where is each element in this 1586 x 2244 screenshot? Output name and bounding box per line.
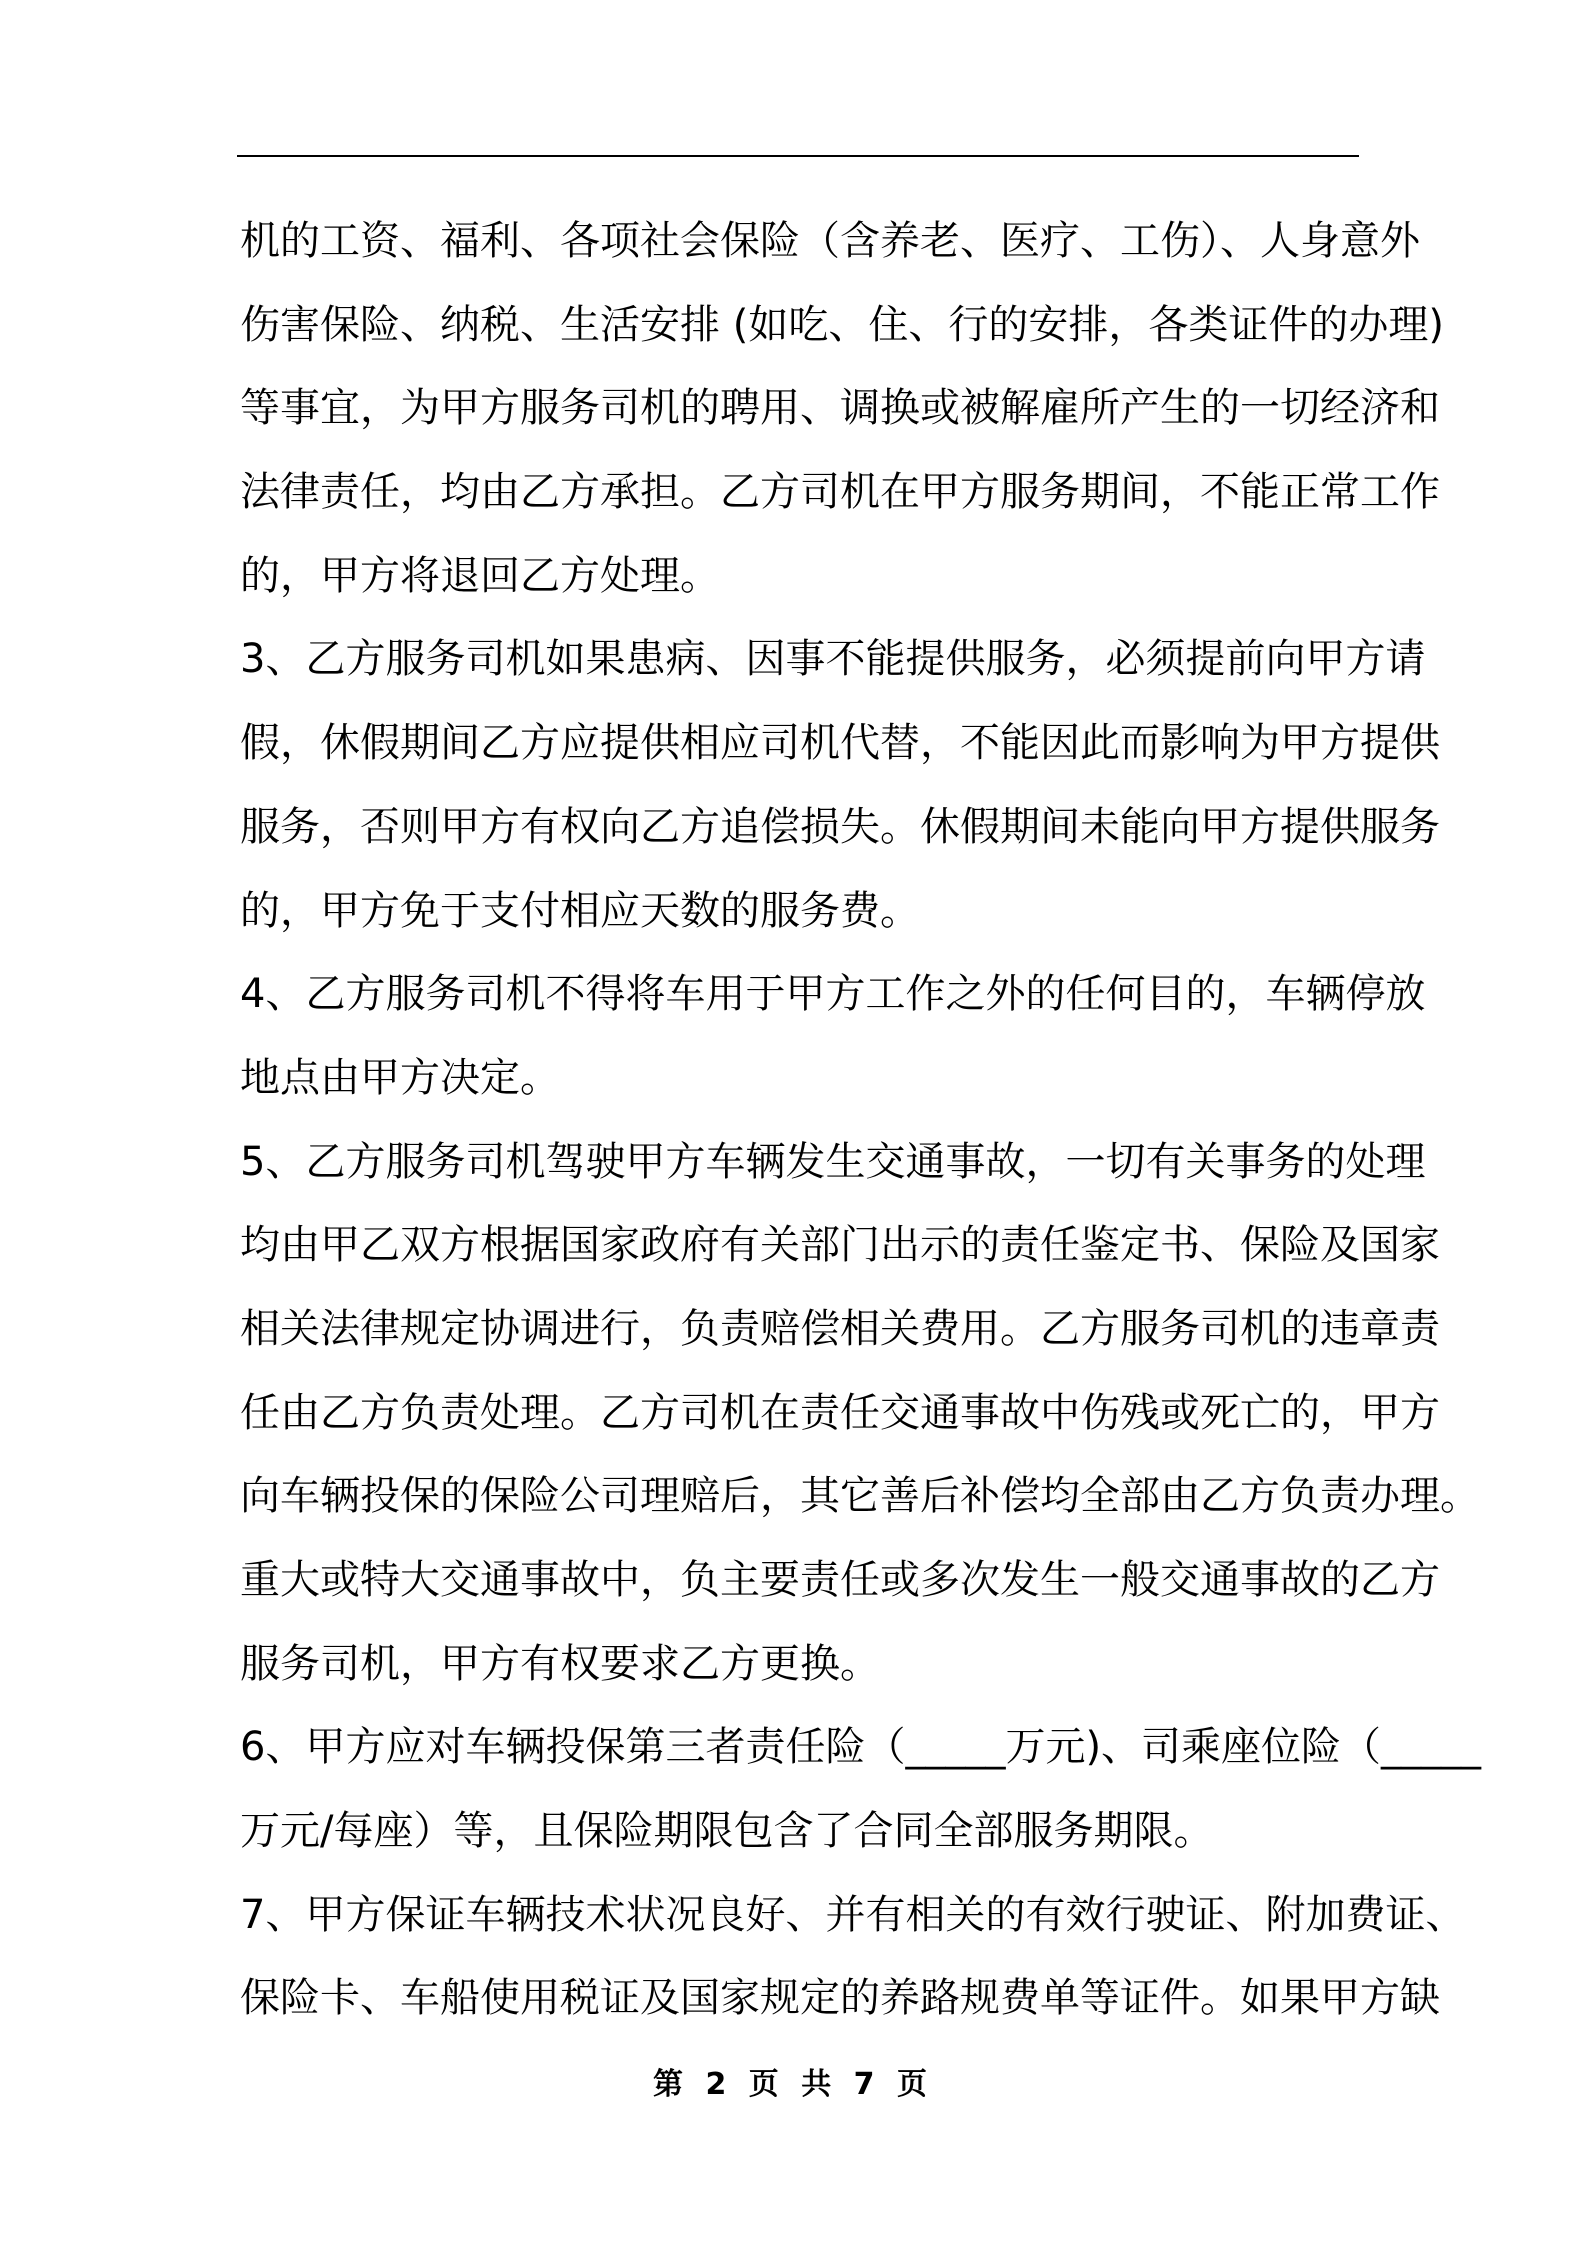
text-line-17: 重大或特大交通事故中，负主要责任或多次发生一般交通事故的乙方 bbox=[240, 1557, 1440, 1603]
text-line-7: 假，休假期间乙方应提供相应司机代替，不能因此而影响为甲方提供 bbox=[240, 720, 1440, 767]
text-line-5: 的，甲方将退回乙方处理。 bbox=[240, 552, 720, 599]
text-line-1: 机的工资、福利、各项社会保险（含养老、医疗、工伤）、人身意外 bbox=[240, 218, 1420, 264]
text-line-14: 相关法律规定协调进行，负责赔偿相关费用。乙方服务司机的违章责 bbox=[240, 1305, 1440, 1352]
text-line-11: 地点由甲方决定。 bbox=[240, 1054, 560, 1101]
text-line-16: 向车辆投保的保险公司理赔后，其它善后补偿均全部由乙方负责办理。 bbox=[240, 1473, 1480, 1520]
text-line-20: 万元/每座）等，且保险期限包含了合同全部服务期限。 bbox=[240, 1808, 1214, 1855]
text-line-13: 均由甲乙双方根据国家政府有关部门出示的责任鉴定书、保险及国家 bbox=[240, 1222, 1440, 1269]
header-rule bbox=[237, 155, 1359, 157]
text-line-15: 任由乙方负责处理。乙方司机在责任交通事故中伤残或死亡的，甲方 bbox=[240, 1389, 1440, 1436]
text-line-8: 服务，否则甲方有权向乙方追偿损失。休假期间未能向甲方提供服务 bbox=[240, 803, 1440, 850]
text-line-2: 伤害保险、纳税、生活安排 (如吃、住、行的安排，各类证件的办理) bbox=[240, 301, 1444, 348]
text-line-21: 7、甲方保证车辆技术状况良好、并有相关的有效行驶证、附加费证、 bbox=[240, 1891, 1466, 1938]
text-line-3: 等事宜，为甲方服务司机的聘用、调换或被解雇所产生的一切经济和 bbox=[240, 385, 1440, 432]
text-line-19: 6、甲方应对车辆投保第三者责任险（_____万元)、司乘座位险（_____ bbox=[240, 1724, 1482, 1771]
text-line-6: 3、乙方服务司机如果患病、因事不能提供服务，必须提前向甲方请 bbox=[240, 636, 1426, 683]
page-number: 第 2 页 共 7 页 bbox=[653, 2067, 933, 2102]
text-line-9: 的，甲方免于支付相应天数的服务费。 bbox=[240, 887, 920, 934]
text-line-12: 5、乙方服务司机驾驶甲方车辆发生交通事故，一切有关事务的处理 bbox=[240, 1138, 1426, 1185]
text-line-10: 4、乙方服务司机不得将车用于甲方工作之外的任何目的，车辆停放 bbox=[240, 971, 1426, 1018]
text-line-22: 保险卡、车船使用税证及国家规定的养路规费单等证件。如果甲方缺 bbox=[240, 1975, 1440, 2022]
text-line-18: 服务司机，甲方有权要求乙方更换。 bbox=[240, 1640, 880, 1687]
document-body bbox=[240, 200, 1482, 2041]
text-line-4: 法律责任，均由乙方承担。乙方司机在甲方服务期间，不能正常工作 bbox=[240, 469, 1440, 516]
